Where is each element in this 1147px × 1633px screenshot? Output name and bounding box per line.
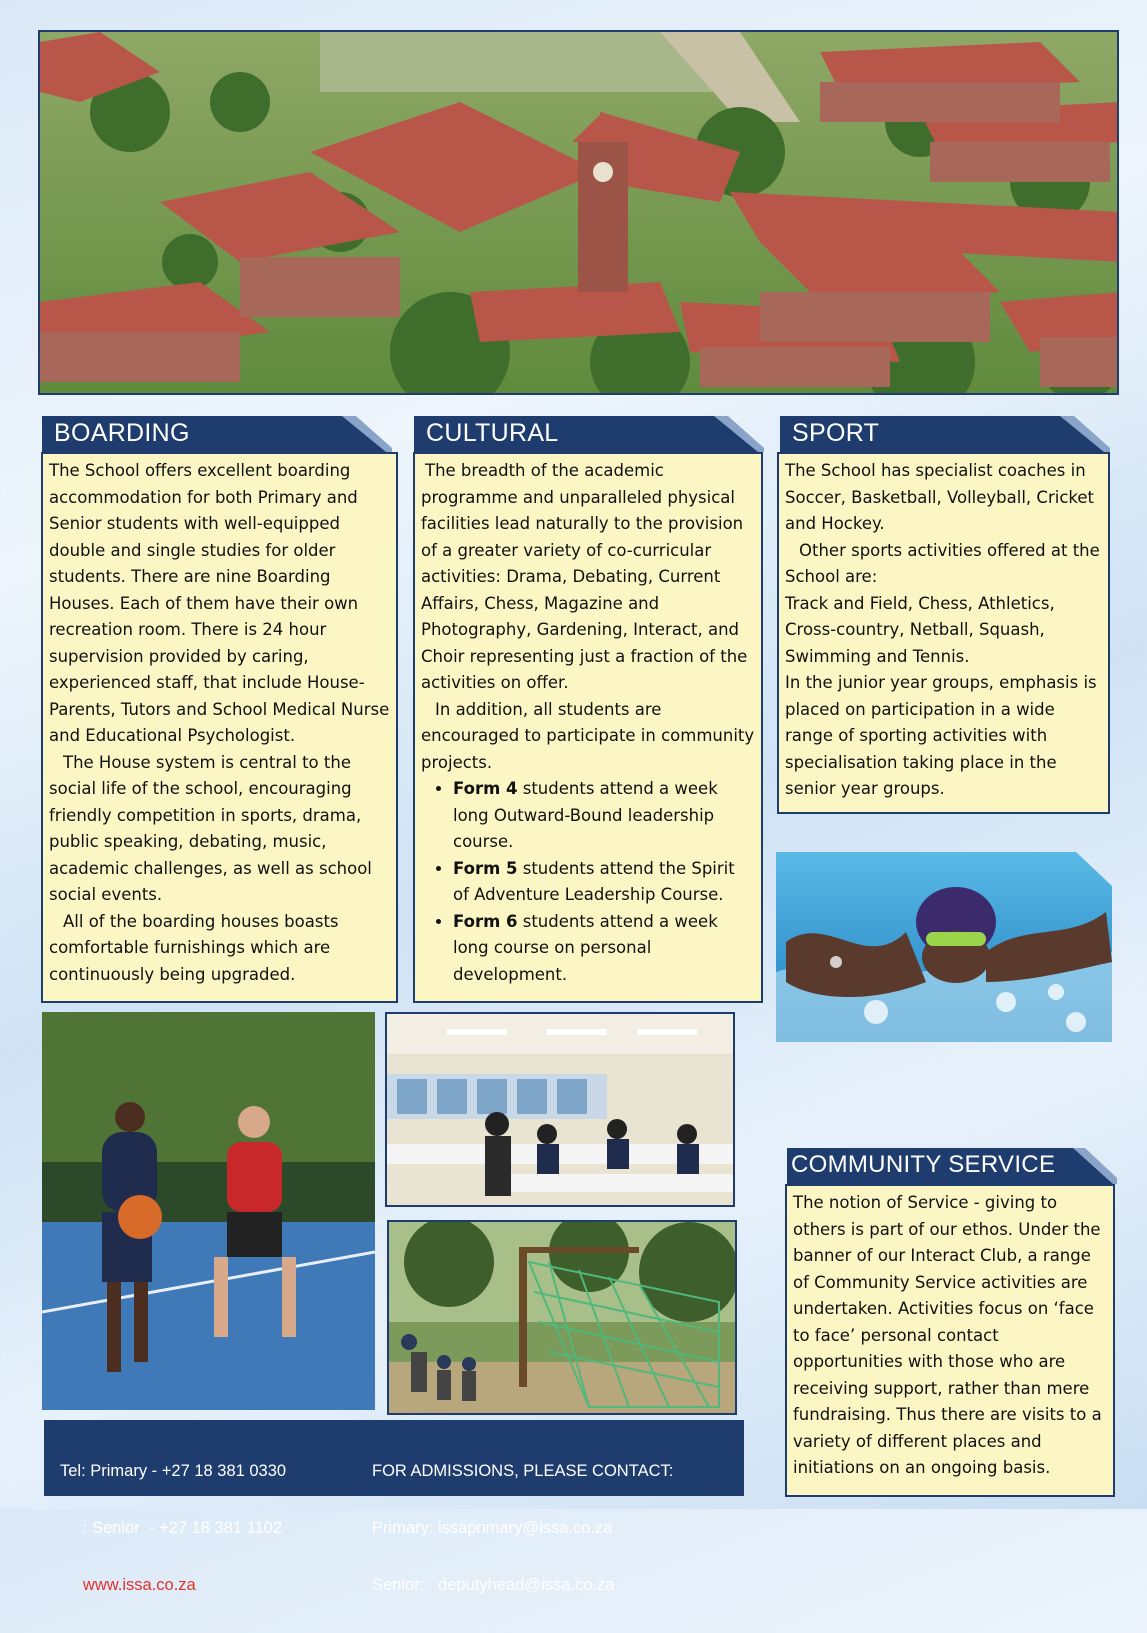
rope-course-photo <box>387 1220 737 1415</box>
swimmer-photo <box>776 852 1112 1042</box>
basketball-photo <box>42 1012 375 1410</box>
cultural-panel <box>413 452 763 1003</box>
cultural-paragraph: In addition, all students are encouraged to participate in community projects. <box>421 699 755 772</box>
tel-primary: Tel: Primary - +27 18 381 0330 <box>60 1462 287 1480</box>
classroom-photo <box>385 1012 735 1207</box>
sport-paragraph: Other sports activities offered at the School are: <box>785 540 1100 586</box>
sport-title: SPORT <box>792 419 880 447</box>
tel-senior: : Senior - +27 18 381 1102 <box>60 1519 283 1537</box>
list-item: • Form 5 students attend the Spirit of Adventure Leadership Course. <box>453 856 755 909</box>
list-item: • Form 6 students attend a week long course on personal development. <box>453 909 755 989</box>
contact-bar <box>44 1420 744 1594</box>
list-item: • Form 4 students attend a week long Outward-Bound leadership course. <box>453 776 755 856</box>
swimmer-illustration <box>776 852 1112 1042</box>
cultural-header <box>414 416 764 452</box>
campus-aerial-illustration <box>40 32 1119 395</box>
primary-email[interactable]: Primary: issaprimary@issa.co.za <box>372 1519 613 1537</box>
cultural-paragraph: The breadth of the academic programme and unparalleled physical facilities lead naturally to the provision of a greater variety of co-curricular activities: Drama, Debating, Current Affairs, Chess, Magazine and Photography, Gardening, Interact, and Choir representing just a fraction of the activities on offer. <box>421 461 748 692</box>
community-header <box>787 1148 1117 1184</box>
boarding-paragraph: All of the boarding houses boasts comfortable furnishings which are continuously being upgraded. <box>49 911 339 984</box>
community-title: COMMUNITY SERVICE <box>791 1151 1056 1178</box>
boarding-paragraph: The House system is central to the social life of the school, encouraging friendly competition in sports, drama, public speaking, debating, music, academic challenges, as well as school social events. <box>49 752 372 904</box>
website-link[interactable]: www.issa.co.za <box>60 1576 196 1594</box>
campus-aerial-photo <box>38 30 1119 395</box>
sport-paragraph: The School has specialist coaches in Soccer, Basketball, Volleyball, Cricket and Hockey. <box>785 461 1094 533</box>
community-panel <box>785 1184 1115 1497</box>
admissions-heading: FOR ADMISSIONS, PLEASE CONTACT: <box>372 1462 674 1480</box>
sport-paragraph: In the junior year groups, emphasis is placed on participation in a wide range of sporting activities with specialisation taking place in the senior year groups. <box>785 673 1097 798</box>
boarding-header <box>42 416 392 452</box>
basketball-illustration <box>42 1012 375 1410</box>
classroom-illustration <box>387 1014 733 1205</box>
sport-panel <box>777 452 1110 814</box>
cultural-title: CULTURAL <box>426 419 559 447</box>
rope-course-illustration <box>389 1222 735 1413</box>
boarding-title: BOARDING <box>54 419 190 447</box>
boarding-panel <box>41 452 398 1003</box>
community-paragraph: The notion of Service - giving to others is part of our ethos. Under the banner of our Interact Club, a range of Community Service activities are undertaken. Activities focus on ‘face to face’ personal contact opportunities with those who are receiving support, rather than mere fundraising. Thus there are visits to a variety of different places and initiations on an ongoing basis. <box>793 1193 1102 1477</box>
senior-email[interactable]: Senior: deputyhead@issa.co.za <box>372 1576 615 1594</box>
sport-paragraph: Track and Field, Chess, Athletics, Cross-country, Netball, Squash, Swimming and Tennis. <box>785 593 1055 666</box>
boarding-paragraph: The School offers excellent boarding accommodation for both Primary and Senior students with well-equipped double and single studies for older students. There are nine Boarding Houses. Each of them have their own recreation room. There is 24 hour supervision provided by caring, experienced staff, that include House-Parents, Tutors and School Medical Nurse and Educational Psychologist. <box>49 461 390 745</box>
sport-header <box>780 416 1110 452</box>
cultural-bullet-list <box>421 776 755 988</box>
